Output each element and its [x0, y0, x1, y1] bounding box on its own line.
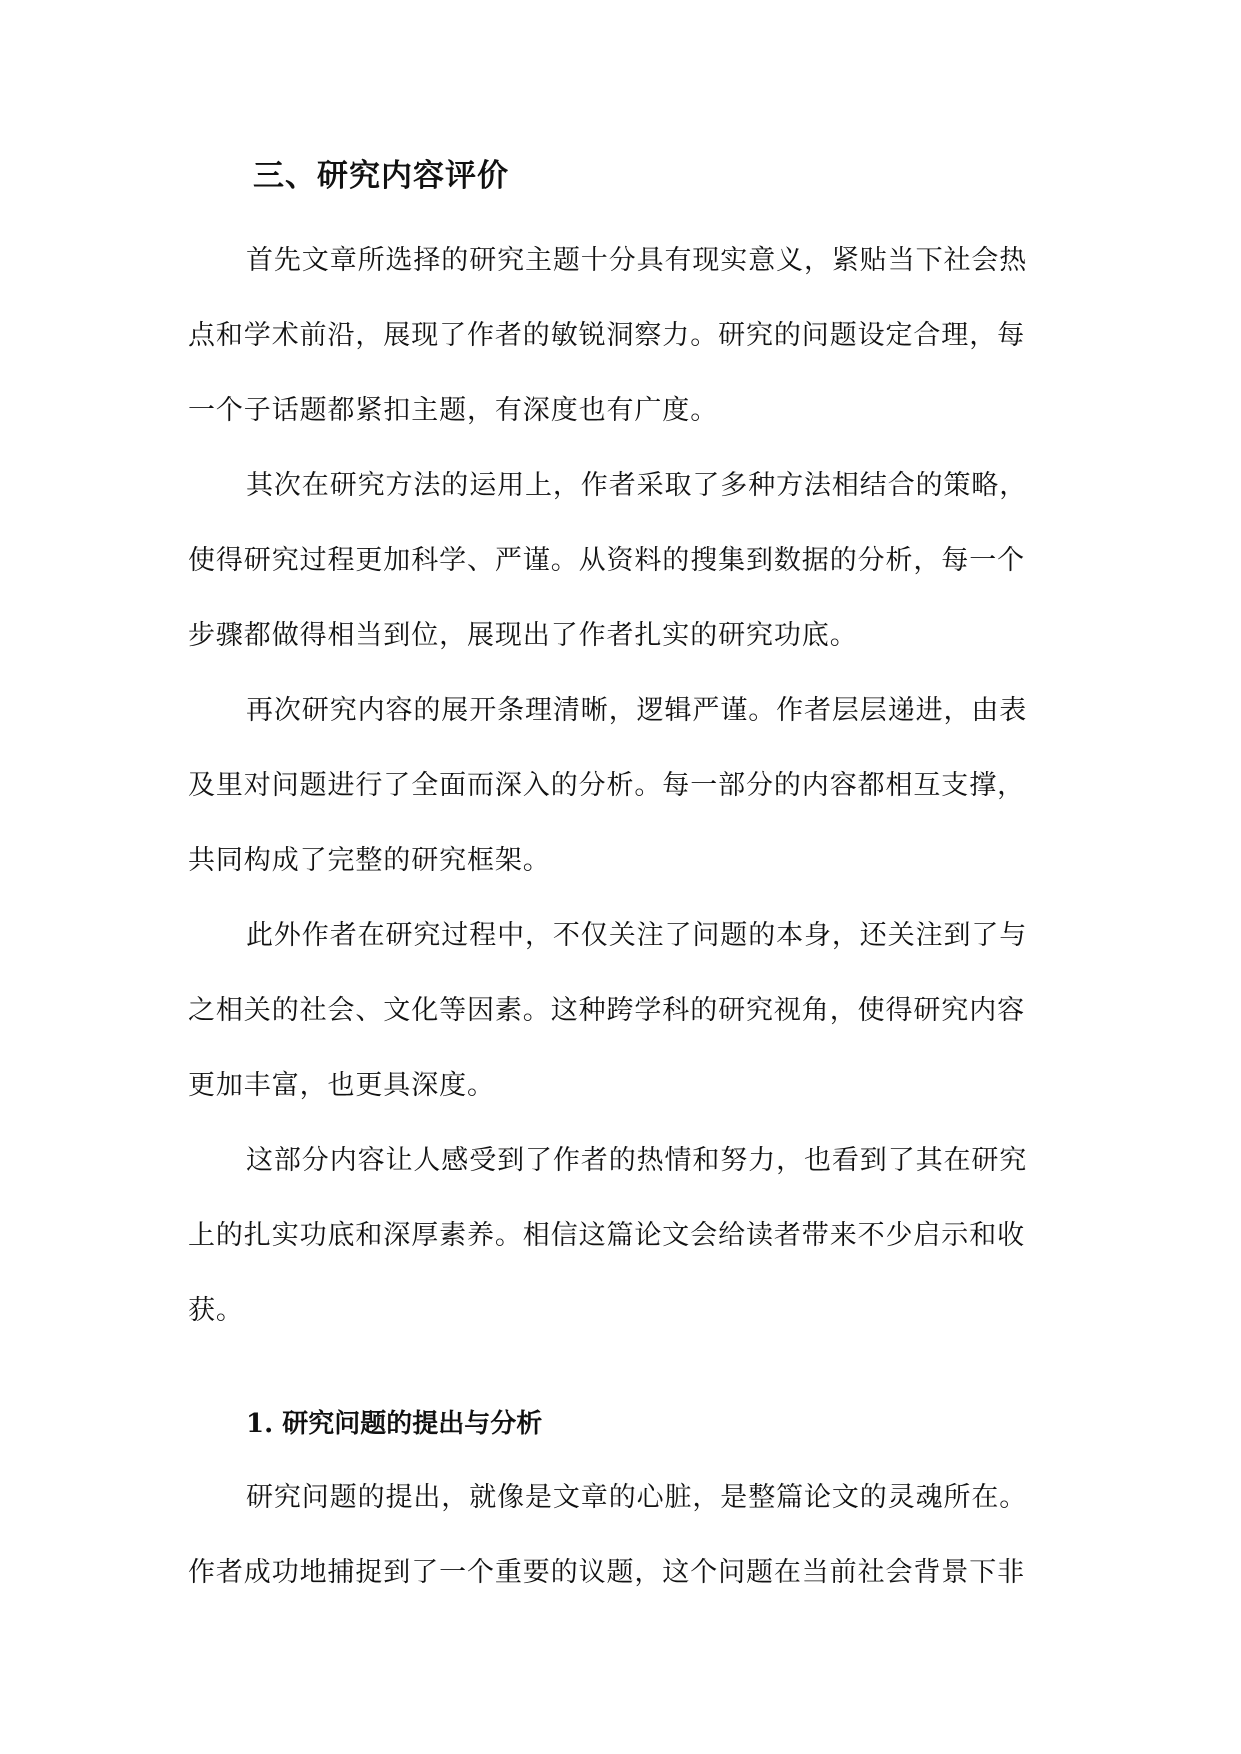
paragraph-line: 作者成功地捕捉到了一个重要的议题，这个问题在当前社会背景下非: [188, 1557, 1025, 1588]
paragraph-line: 此外作者在研究过程中，不仅关注了问题的本身，还关注到了与: [246, 920, 1028, 951]
paragraph-line: 这部分内容让人感受到了作者的热情和努力，也看到了其在研究: [246, 1145, 1028, 1176]
paragraph-line: 其次在研究方法的运用上，作者采取了多种方法相结合的策略，: [246, 470, 1028, 501]
paragraph-line: 首先文章所选择的研究主题十分具有现实意义，紧贴当下社会热: [246, 245, 1028, 276]
paragraph-line: 一个子话题都紧扣主题，有深度也有广度。: [188, 395, 719, 426]
paragraph-line: 再次研究内容的展开条理清晰，逻辑严谨。作者层层递进，由表: [246, 695, 1028, 726]
section-heading: 三、研究内容评价: [253, 158, 509, 194]
paragraph-line: 步骤都做得相当到位，展现出了作者扎实的研究功底。: [188, 620, 858, 651]
paragraph-line: 使得研究过程更加科学、严谨。从资料的搜集到数据的分析，每一个: [188, 545, 1025, 576]
subsection-heading: 1. 研究问题的提出与分析: [246, 1409, 543, 1439]
paragraph-line: 更加丰富，也更具深度。: [188, 1070, 495, 1101]
paragraph-line: 点和学术前沿，展现了作者的敏锐洞察力。研究的问题设定合理，每: [188, 320, 1025, 351]
paragraph-line: 上的扎实功底和深厚素养。相信这篇论文会给读者带来不少启示和收: [188, 1220, 1025, 1251]
paragraph-line: 之相关的社会、文化等因素。这种跨学科的研究视角，使得研究内容: [188, 995, 1025, 1026]
paragraph-line: 获。: [188, 1295, 244, 1326]
paragraph-line: 研究问题的提出，就像是文章的心脏，是整篇论文的灵魂所在。: [246, 1482, 1028, 1513]
paragraph-line: 及里对问题进行了全面而深入的分析。每一部分的内容都相互支撑，: [188, 770, 1025, 801]
paragraph-line: 共同构成了完整的研究框架。: [188, 845, 551, 876]
